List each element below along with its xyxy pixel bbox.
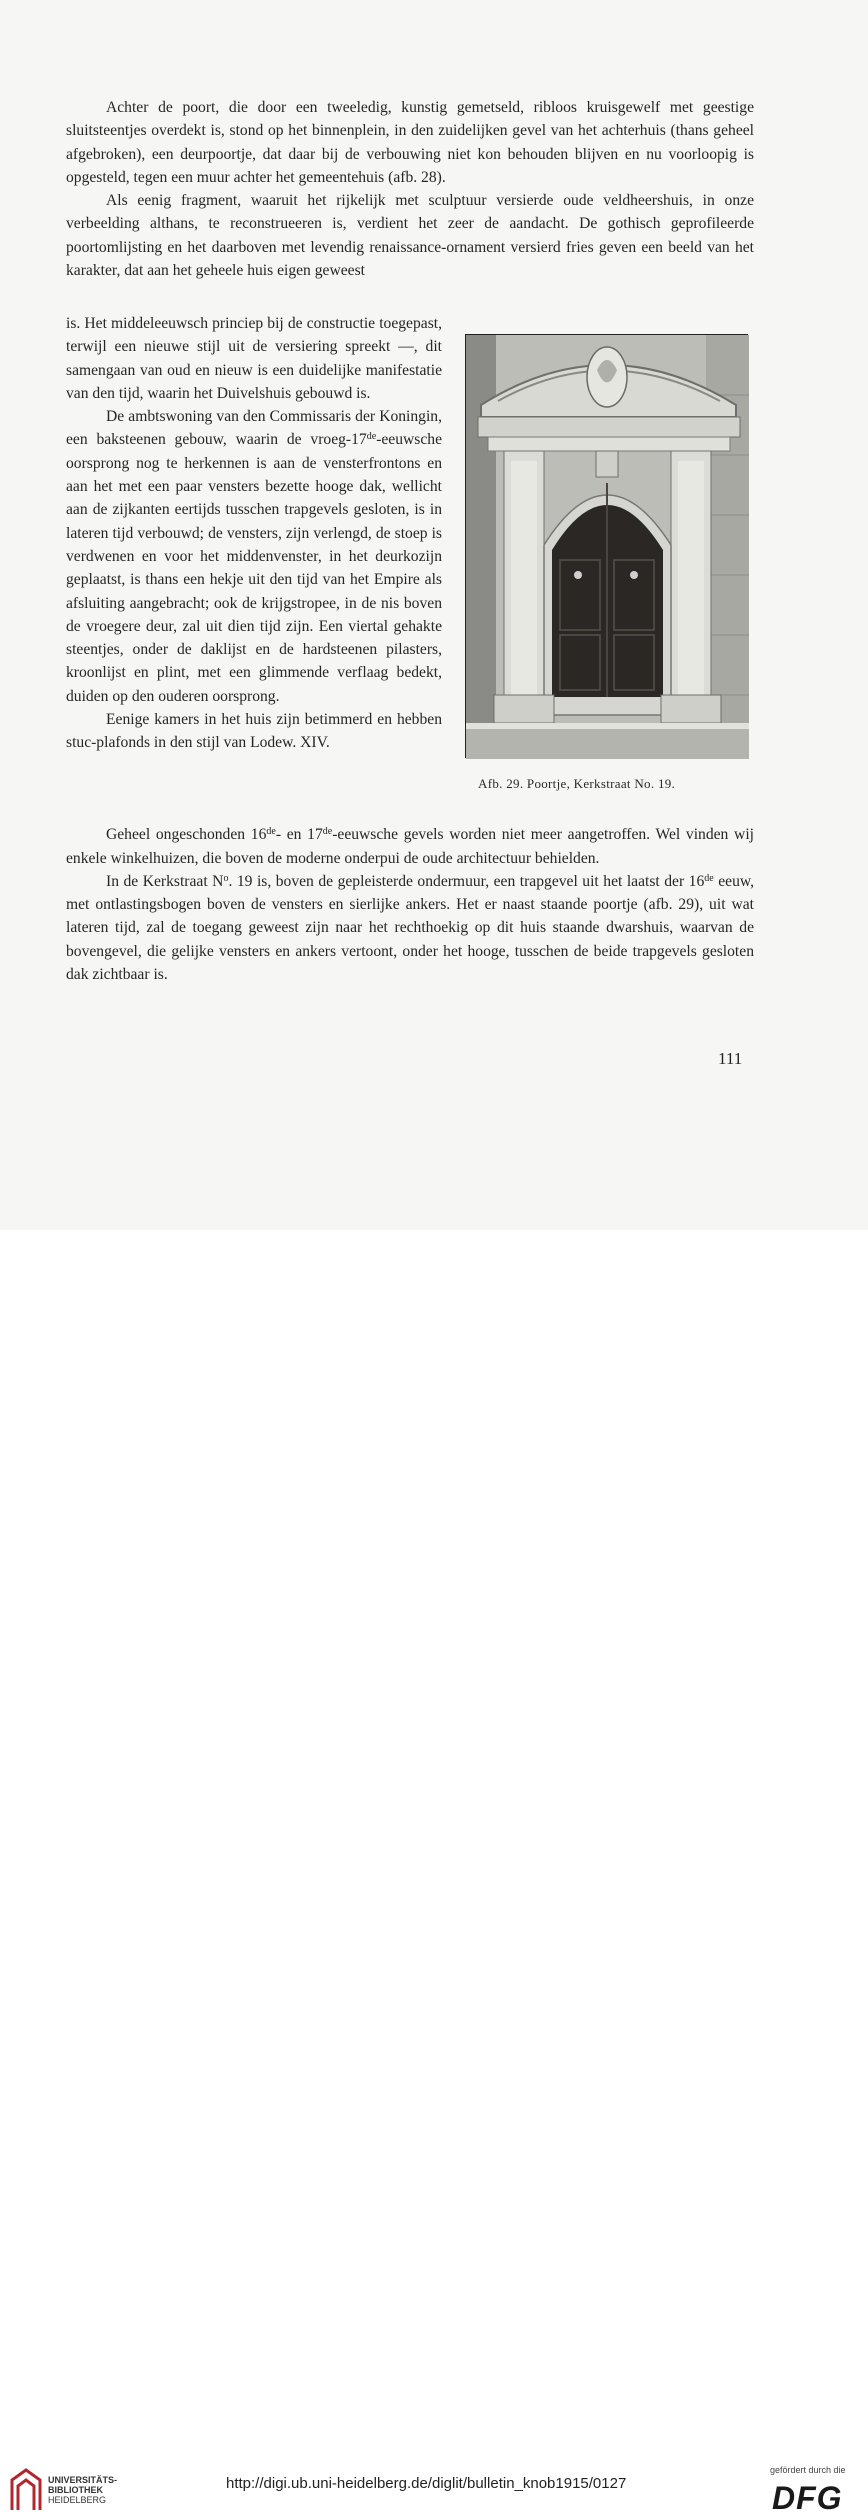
- paragraph-2-continued: is. Het middeleeuwsch princiep bij de constructie toegepast, terwijl een nieuwe stijl uit de versiering spreekt —, dit samengaan van oud en nieuw is een duidelijke manifestatie van den tijd, waarin het Duivelshuis gebouwd is.: [66, 315, 442, 402]
- figure-caption: Afb. 29. Poortje, Kerkstraat No. 19.: [478, 776, 676, 791]
- funded-by-label: gefördert durch die: [770, 2465, 846, 2475]
- paragraph-4-tail: [66, 800, 442, 823]
- text-block-top: [66, 96, 754, 282]
- doorway-illustration: [466, 335, 749, 759]
- figure-doorway-photo: [465, 334, 748, 758]
- university-library-name[interactable]: UNIVERSITÄTS- BIBLIOTHEK HEIDELBERG: [48, 2475, 118, 2505]
- viewer-footer: [0, 1230, 868, 2516]
- university-library-logo-icon[interactable]: [8, 2466, 44, 2512]
- text-block-bottom: [66, 800, 754, 986]
- text-block-narrow: [66, 312, 442, 755]
- dfg-logo[interactable]: DFG: [772, 2480, 843, 2516]
- paragraph-2: Als eenig fragment, waaruit het rijkelijk met sculptuur versierde oude veldheershuis, in onze verbeelding althans, te reconstrueeren is, verdient het zeer de aandacht. De gothisch geprofileerde poortomlijsting en het daarboven met levendig renaissance-ornament versierd fries geven een beeld van het karakter, dat aan het geheele huis eigen geweest: [66, 192, 754, 280]
- page-number: 111: [718, 1049, 743, 1068]
- permalink-url[interactable]: http://digi.ub.uni-heidelberg.de/diglit/bulletin_knob1915/0127: [226, 2475, 627, 2492]
- paragraph-3: De ambtswoning van den Commissaris der Koningin, een baksteenen gebouw, waarin de vroeg-17de-eeuwsche oorsprong nog te herkennen is aan de vensterfrontons en aan het met een paar vensters bezette hooge dak, wellicht aan de zijkanten eertijds tusschen trapgevels gesloten, is in lateren tijd verbouwd; de vensters, zijn verlengd, de stoep is verdwenen en voor het middenvenster, in het deurkozijn geplaatst, is thans een hekje uit den tijd van het Empire als afsluiting aangebracht; ook de krijgstropee, in de nis boven de vroegere deur, zal uit dien tijd zijn. Een viertal gehakte steentjes, onder de daklijst en de hardsteenen pilasters, kroonlijst en plint, met een glimmende verflaag bedekt, duiden op den ouderen oorsprong.: [66, 408, 442, 705]
- paragraph-6: In de Kerkstraat $N^o$. 19 is, boven de gepleisterde ondermuur, een trapgevel uit het laatst der 16de eeuw, met ontlastingsbogen boven de vensters en sierlijke ankers. Het er naast staande poortje (afb. 29), uit wat lateren tijd, zal de toegang geweest zijn naar het rechthoekig op dit huis staande dwarshuis, waarvan de bovengevel, die gelijke vensters en ankers vertoont, onder het hooge, tusschen de beide trapgevels gesloten dak zichtbaar is.: [66, 872, 755, 984]
- paragraph-5: Geheel ongeschonden 16de- en 17de-eeuwsche gevels worden niet meer aangetroffen. Wel vinden wij enkele winkelhuizen, die boven de moderne onderpui de oude architectuur behielden.: [66, 826, 754, 867]
- scanned-page: [0, 0, 868, 1230]
- paragraph-4: Eenige kamers in het huis zijn betimmerd en hebben stuc-plafonds in den stijl van Lodew. XIV.: [66, 711, 442, 752]
- paragraph-1: Achter de poort, die door een tweeledig, kunstig gemetseld, ribloos kruisgewelf met geestige sluitsteentjes overdekt is, stond op het binnenplein, in den zuidelijken gevel van het achterhuis (thans geheel afgebroken), een deurpoortje, dat daar bij de verbouwing niet kon behouden blijven en nu voorloopig is opgesteld, tegen een muur achter het gemeentehuis (afb. 28).: [66, 99, 754, 186]
